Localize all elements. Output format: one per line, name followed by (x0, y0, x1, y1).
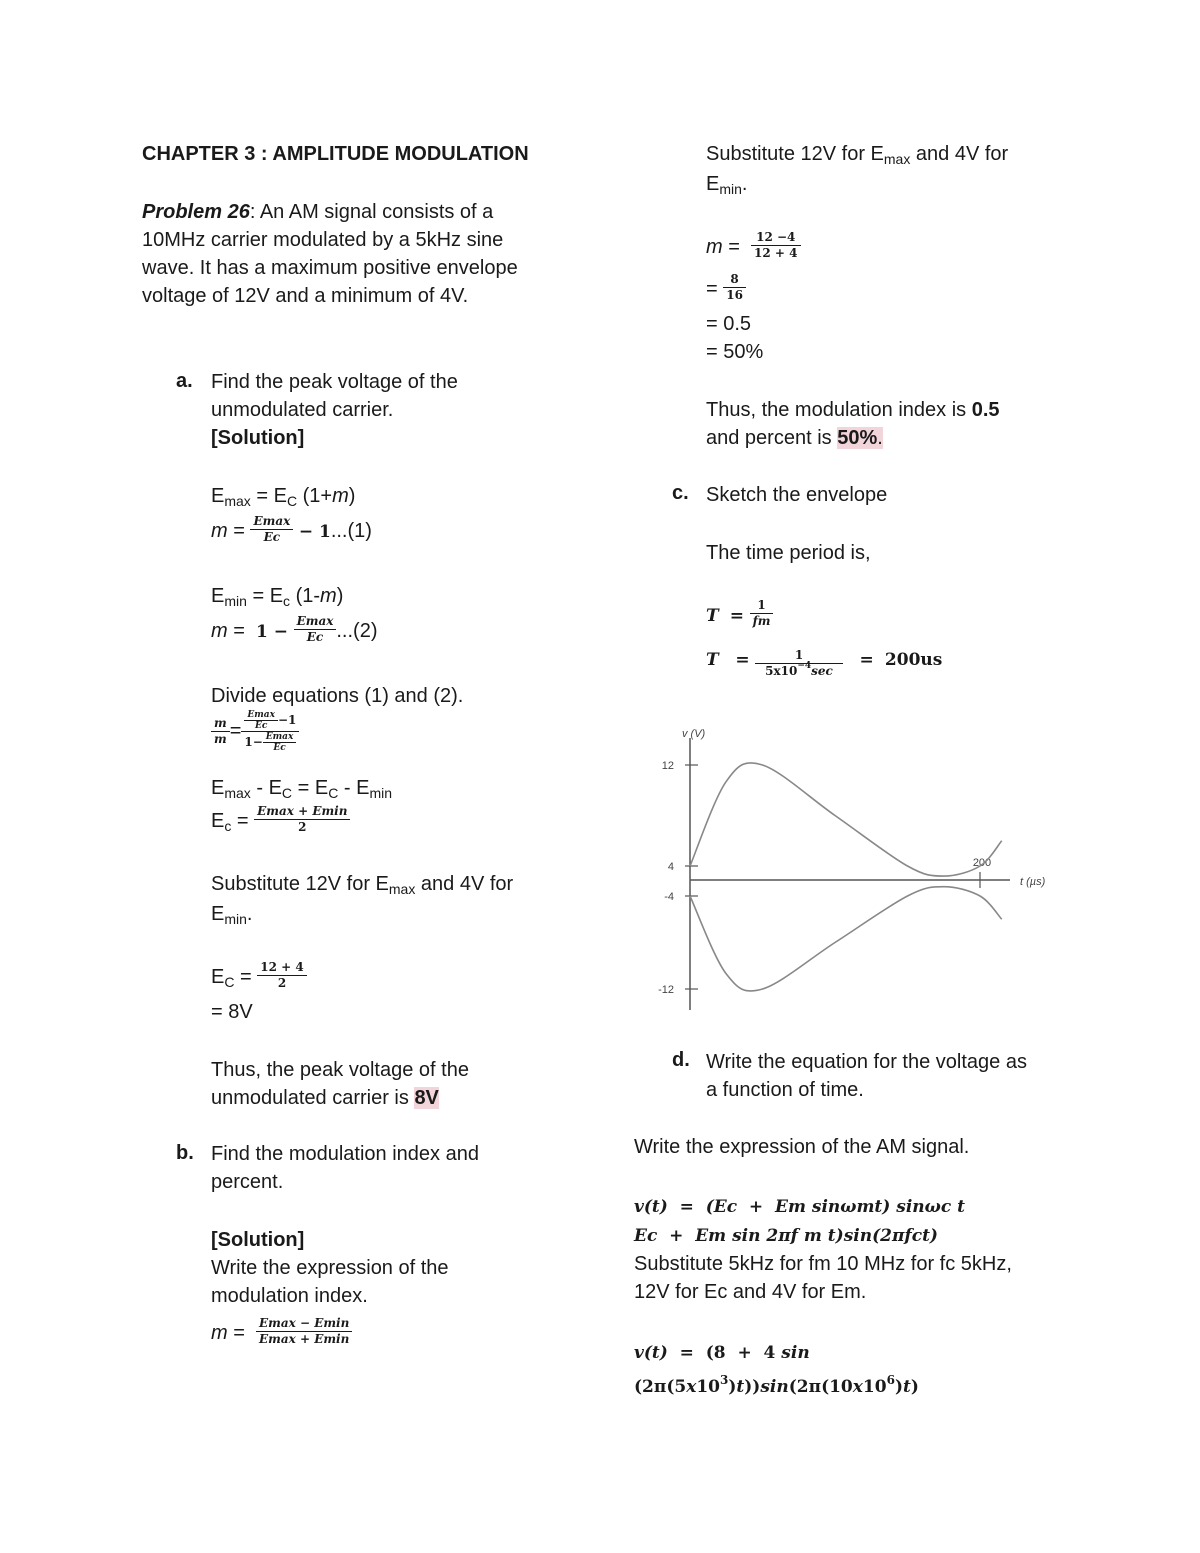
equation-ec-relation: $E_{max} - E_C = E_C - E_{min}$ (211, 777, 392, 801)
substitute-emin: E (706, 173, 720, 195)
conclusion-text: and percent is (706, 427, 838, 449)
part-a-substitute-line-1: Substitute 12V for $E_{max}$ and 4V for (211, 873, 514, 897)
peak-voltage-answer: 8V (414, 1087, 439, 1109)
period-result: 200us (884, 649, 943, 670)
modulation-index-answer: 0.5 (971, 399, 1000, 421)
m-fraction: = $\frac{8}{16}$ (706, 274, 746, 305)
substitute-text-tail: and 4V for (415, 873, 514, 895)
x-tick-label: 200 (972, 857, 992, 869)
part-b-question-line-1: Find the modulation index and (211, 1143, 479, 1165)
m-result-decimal: = 0.5 (706, 313, 752, 335)
am-substitute-line-1: Substitute 5kHz for fm 10 MHz for fc 5kHz, (634, 1253, 1012, 1275)
problem-label: Problem 26 (142, 201, 250, 223)
divided-equation: $\frac{m}{m}$ = $\frac{Emax}{Ec}$ −1 1− $\frac{Emax}{Ec}$ (211, 712, 299, 755)
equation-1: m = $\frac{Emax}{Ec}$ − 1...(1) (211, 514, 372, 544)
upper-envelope-line (690, 763, 1002, 876)
am-substitute-line-2: 12V for Ec and 4V for Em. (634, 1281, 867, 1303)
am-equation-line-2: Ec + Em sin 2πf m t)sin(2πfct) (634, 1226, 938, 1246)
y-axis-label: v (V) (682, 728, 706, 740)
part-c-letter: c. (672, 482, 689, 504)
problem-statement-line-2: 10MHz carrier modulated by a 5kHz sine (142, 229, 504, 251)
modulation-index-formula: m = $\frac{Emax - Emin}{Emax + Emin}$ (211, 1318, 352, 1349)
part-a-conclusion-line-1: Thus, the peak voltage of the (211, 1059, 469, 1081)
divide-text: Divide equations (1) and (2). (211, 685, 464, 707)
part-a-letter: a. (176, 370, 193, 392)
substitute-text-tail: and 4V for (910, 143, 1009, 165)
equation-2: m = 1 − $\frac{Emax}{Ec}$ ...(2) (211, 614, 378, 644)
y-tick-label: -4 (664, 891, 674, 903)
part-d-question-line-1: Write the equation for the voltage as (706, 1051, 1027, 1073)
equation-ec: $E_c$ = $\frac{Emax + Emin}{2}$ (211, 806, 350, 837)
equation-emin: $E_{min} = E_c$ (1-m) (211, 585, 344, 609)
period-formula: T = $\frac{1}{fm}$ (706, 600, 773, 631)
m-result-percent: = 50% (706, 341, 764, 363)
substitute-text: Substitute 12V for E (211, 873, 389, 895)
part-b-substitute-line-1: Substitute 12V for $E_{max}$ and 4V for (706, 143, 1009, 167)
envelope-chart (640, 720, 1070, 1020)
am-final-equation-line-2: $(2\pi(5x10^3)t))\sin(2\pi(10x10^6)t)$ (634, 1373, 919, 1397)
m-substitution: m = $\frac{12 -4}{12 + 4}$ (706, 232, 801, 263)
part-b-expr-line-1: Write the expression of the (211, 1257, 449, 1279)
period-text: The time period is, (706, 542, 871, 564)
problem-text: : An AM signal consists of a (249, 201, 494, 223)
part-a-question-line-1: Find the peak voltage of the (211, 371, 458, 393)
lower-envelope-line (690, 887, 1002, 991)
part-a-solution-label: [Solution] (211, 427, 305, 449)
part-b-solution-label: [Solution] (211, 1229, 305, 1251)
y-tick-label: -12 (658, 984, 674, 996)
part-c-question: Sketch the envelope (706, 484, 888, 506)
y-tick-label: 12 (661, 760, 674, 772)
part-d-letter: d. (672, 1049, 690, 1071)
part-a-conclusion-line-2 (211, 1084, 439, 1112)
y-tick-label: 4 (667, 861, 674, 873)
part-d-question-line-2: a function of time. (706, 1079, 864, 1101)
equation-2-tag: ...(2) (336, 619, 378, 642)
problem-statement-line-3: wave. It has a maximum positive envelope (142, 257, 518, 279)
problem-statement-line-4: voltage of 12V and a minimum of 4V. (142, 285, 469, 307)
part-b-question-line-2: percent. (211, 1171, 284, 1193)
part-a-question-line-2: unmodulated carrier. (211, 399, 394, 421)
conclusion-text: unmodulated carrier is (211, 1087, 415, 1109)
ec-substitution: $E_C$ = $\frac{12 + 4}{2}$ (211, 962, 307, 993)
period-calculation: T = $\frac{1}{5x10^{-4}\sec}$ = 200us (706, 648, 943, 678)
chapter-title: CHAPTER 3 : AMPLITUDE MODULATION (142, 143, 529, 165)
part-b-conclusion-line-2: and percent is 50%. (706, 427, 883, 449)
x-axis-label: t (µs) (1020, 876, 1046, 888)
equation-1-tag: ...(1) (330, 519, 372, 542)
part-a-substitute-line-2: $E_{min}$. (211, 903, 253, 927)
percent-answer: 50% (837, 427, 878, 449)
part-b-substitute-line-2: $E_{min}$. (706, 173, 748, 197)
am-final-equation-line-1: v(t) = (8 + 4 sin (634, 1343, 810, 1363)
substitute-text: Substitute 12V for E (706, 143, 884, 165)
part-b-conclusion-line-1 (706, 396, 1000, 424)
am-expression-text: Write the expression of the AM signal. (634, 1136, 970, 1158)
equation-emax: $E_{max} = E_C$ (1+m) (211, 485, 356, 509)
substitute-emin: E (211, 903, 225, 925)
am-equation-line-1: v(t) = (Ec + Em sinωmt) sinωc t (634, 1197, 965, 1217)
ec-result: = 8V (211, 1001, 253, 1023)
part-b-letter: b. (176, 1142, 194, 1164)
part-b-expr-line-2: modulation index. (211, 1285, 368, 1307)
problem-statement-line-1 (142, 198, 493, 226)
conclusion-text: Thus, the modulation index is (706, 399, 972, 421)
